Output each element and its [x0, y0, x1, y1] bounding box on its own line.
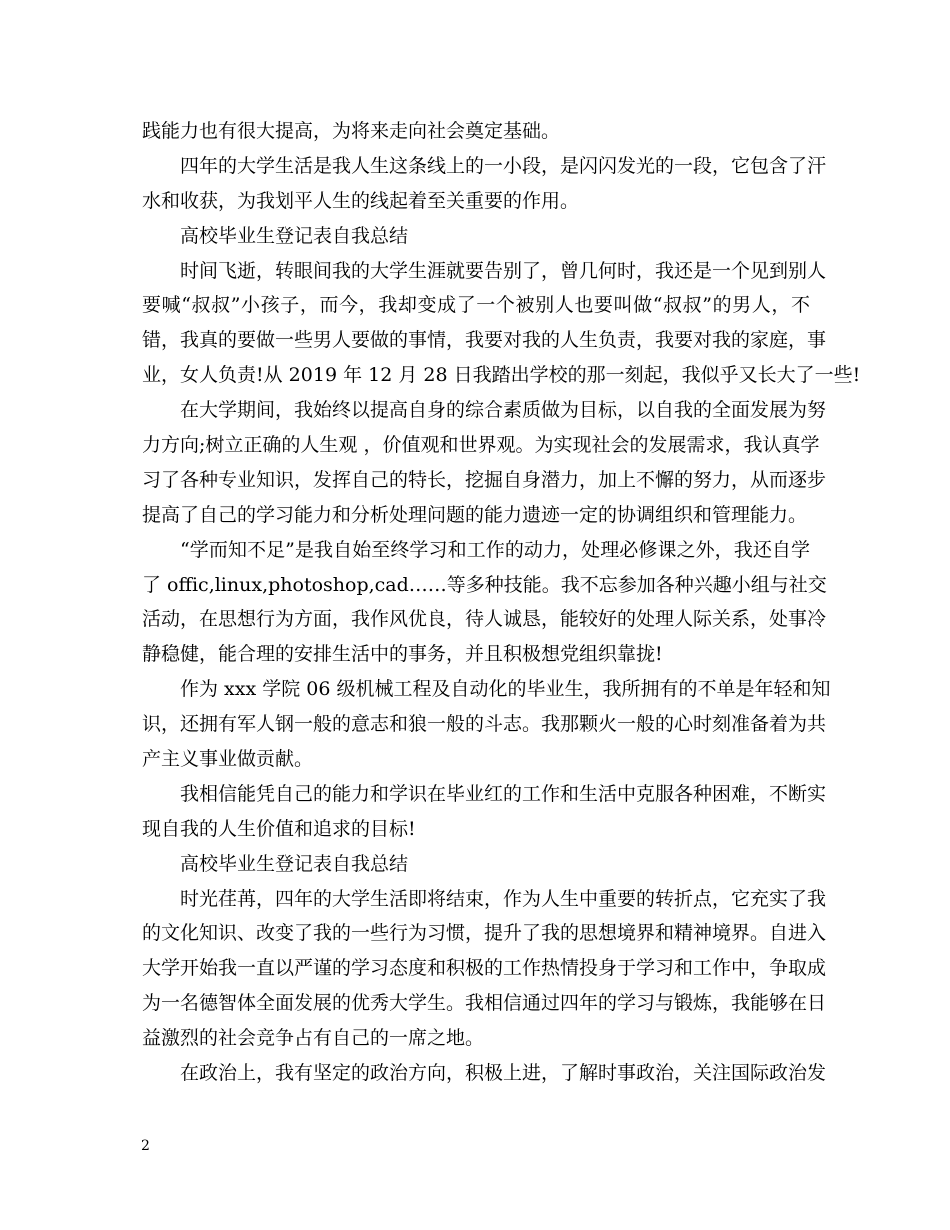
text-line: 我相信能凭自己的能力和学识在毕业红的工作和生活中克服各种困难，不断实	[180, 782, 827, 805]
text-line: 时光荏苒，四年的大学生活即将结束，作为人生中重要的转折点，它充实了我	[180, 887, 827, 910]
text-line: 业，女人负责!从 2019 年 12 月 28 日我踏出学校的那一刻起，我似乎又长大了一些!	[142, 364, 861, 387]
text-line: 习了各种专业知识，发挥自己的特长，挖掘自身潜力，加上不懈的努力，从而逐步	[142, 468, 827, 491]
text-line: 大学开始我一直以严谨的学习态度和积极的工作热情投身于学习和工作中，争取成	[142, 957, 827, 980]
text-line: 高校毕业生登记表自我总结	[180, 224, 409, 247]
text-line: 为一名德智体全面发展的优秀大学生。我相信通过四年的学习与锻炼，我能够在日	[142, 992, 827, 1015]
text-line: 现自我的人生价值和追求的目标!	[142, 817, 416, 840]
text-line: 了 offic,linux,photoshop,cad……等多种技能。我不忘参加各种兴趣小组与社交	[142, 573, 827, 596]
text-line: 要喊“叔叔”小孩子，而今，我却变成了一个被别人也要叫做“叔叔”的男人，不	[142, 294, 810, 317]
text-line: 践能力也有很大提高，为将来走向社会奠定基础。	[142, 120, 561, 142]
text-line: 产主义事业做贡献。	[142, 748, 314, 771]
text-line: 益激烈的社会竞争占有自己的一席之地。	[142, 1027, 485, 1050]
text-line: 水和收获，为我划平人生的线起着至关重要的作用。	[142, 189, 580, 212]
text-line: 四年的大学生活是我人生这条线上的一小段，是闪闪发光的一段，它包含了汗	[180, 154, 827, 177]
document-body	[142, 114, 861, 1091]
text-line: 提高了自己的学习能力和分析处理问题的能力遗迹一定的协调组织和管理能力。	[142, 503, 808, 526]
text-line: 的文化知识、改变了我的一些行为习惯，提升了我的思想境界和精神境界。自进入	[142, 922, 827, 945]
text-line: 力方向;树立正确的人生观 ，价值观和世界观。为实现社会的发展需求，我认真学	[142, 434, 820, 457]
text-line: 时间飞逝，转眼间我的大学生涯就要告别了，曾几何时，我还是一个见到别人	[180, 259, 827, 282]
text-line: 识，还拥有军人钢一般的意志和狼一般的斗志。我那颗火一般的心时刻准备着为共	[142, 713, 827, 736]
text-line: 在大学期间，我始终以提高自身的综合素质做为目标，以自我的全面发展为努	[180, 399, 827, 422]
text-line: 高校毕业生登记表自我总结	[180, 852, 409, 875]
page-number: 2	[141, 1138, 150, 1154]
text-line: 静稳健，能合理的安排生活中的事务，并且积极想党组织靠拢!	[142, 643, 663, 666]
text-line: 错，我真的要做一些男人要做的事情，我要对我的人生负责，我要对我的家庭，事	[142, 329, 827, 352]
text-line: 在政治上，我有坚定的政治方向，积极上进，了解时事政治，关注国际政治发	[180, 1062, 827, 1085]
text-line: 作为 xxx 学院 06 级机械工程及自动化的毕业生，我所拥有的不单是年轻和知	[180, 678, 831, 701]
text-line: “学而知不足”是我自始至终学习和工作的动力，处理必修课之外，我还自学	[180, 538, 810, 561]
text-line: 活动，在思想行为方面，我作风优良，待人诚恳，能较好的处理人际关系，处事冷	[142, 608, 827, 631]
